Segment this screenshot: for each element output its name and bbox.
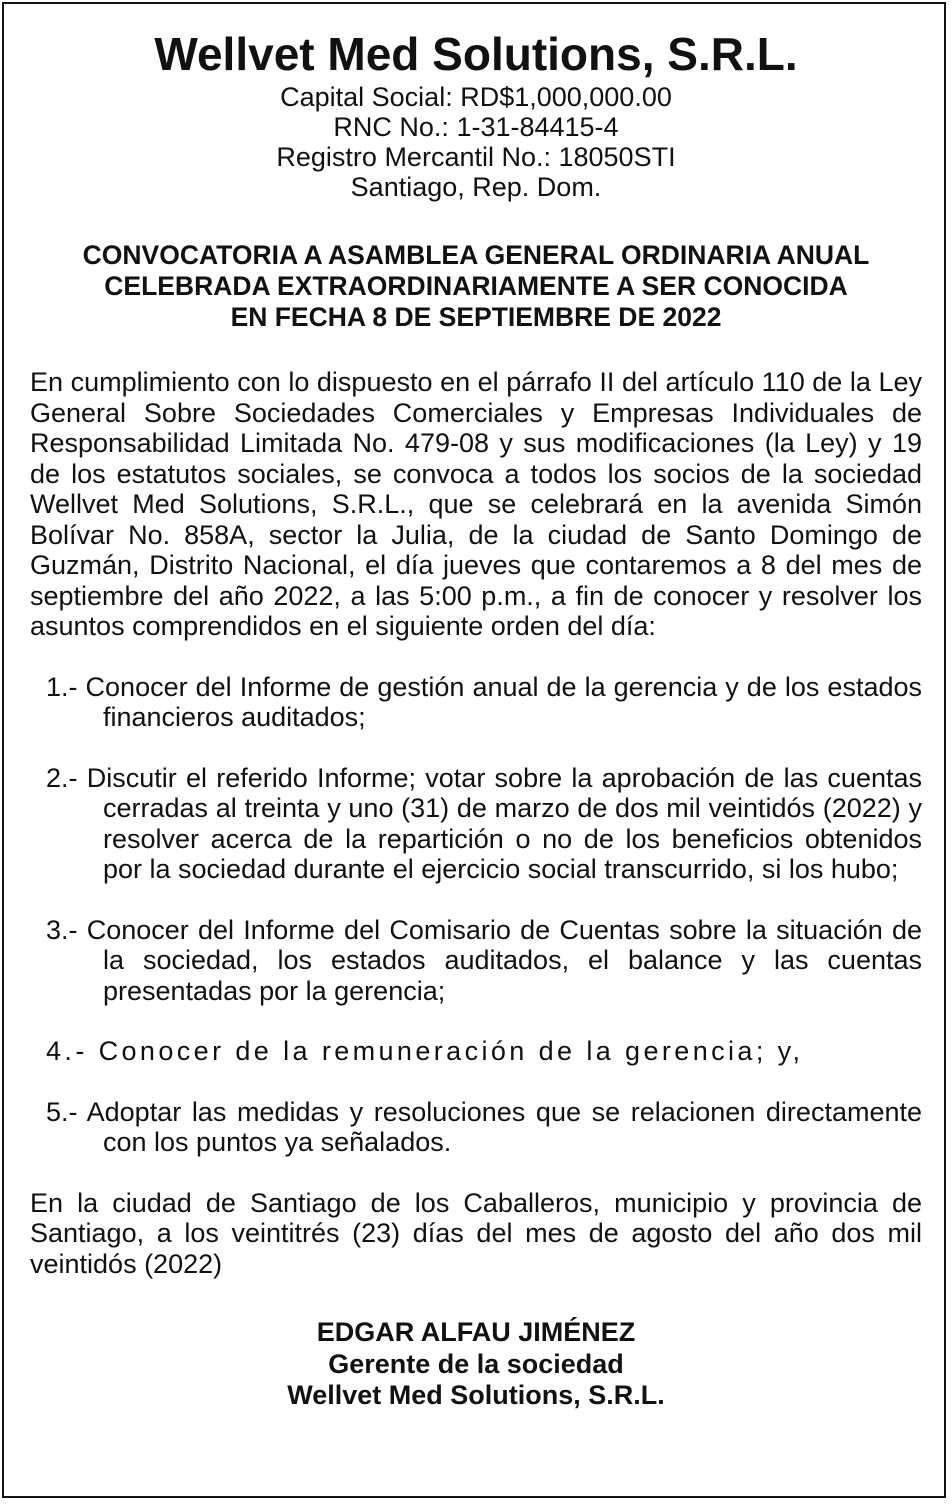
- notice-content: [30, 26, 922, 1412]
- signatory-role: Gerente de la sociedad: [328, 1348, 624, 1379]
- company-name: Wellvet Med Solutions, S.R.L.: [154, 28, 798, 80]
- signature-block: [30, 1317, 922, 1412]
- notice-header: [30, 26, 922, 202]
- rnc-number: RNC No.: 1-31-84415-4: [333, 112, 619, 142]
- title-line-3: EN FECHA 8 DE SEPTIEMBRE DE 2022: [230, 302, 722, 332]
- title-line-2: CELEBRADA EXTRAORDINARIAMENTE A SER CONOCIDA: [104, 271, 848, 301]
- capital-social: Capital Social: RD$1,000,000.00: [280, 82, 672, 112]
- intro-paragraph: En cumplimiento con lo dispuesto en el párrafo II del artículo 110 de la Ley General Sobre Sociedades Comerciales y Empresas Individuales de Responsabilidad Limitada No. 479-08 y sus modificaciones (la Ley) y 19 de los estatutos sociales, se convoca a todos los socios de la sociedad Wellvet Med Solutions, S.R.L., que se celebrará en la avenida Simón Bolívar No. 858A, sector la Julia, de la ciudad de Santo Domingo de Guzmán, Distrito Nacional, el día jueves que contaremos a 8 del mes de septiembre del año 2022, a las 5:00 p.m., a fin de conocer y resolver los asuntos comprendidos en el siguiente orden del día:: [30, 367, 922, 641]
- agenda-list: [30, 672, 922, 1158]
- signatory-name: EDGAR ALFAU JIMÉNEZ: [316, 1317, 636, 1347]
- agenda-item-3: 3.- Conocer del Informe del Comisario de Cuentas sobre la situación de la sociedad, los estados auditados, el balance y las cuentas presentadas por la gerencia;: [46, 914, 922, 1006]
- agenda-item-1: 1.- Conocer del Informe de gestión anual de la gerencia y de los estados financieros auditados;: [46, 671, 922, 732]
- notice-title: [30, 240, 922, 333]
- title-line-1: CONVOCATORIA A ASAMBLEA GENERAL ORDINARIA ANUAL: [82, 240, 870, 270]
- agenda-item-2: 2.- Discutir el referido Informe; votar sobre la aprobación de las cuentas cerradas al treinta y uno (31) de marzo de dos mil veintidós (2022) y resolver acerca de la repartición o no de los beneficios obtenidos por la sociedad durante el ejercicio social transcurrido, si los hubo;: [46, 762, 922, 884]
- agenda-item-4: 4.- Conocer de la remuneración de la gerencia; y,: [46, 1036, 804, 1066]
- agenda-item-5: 5.- Adoptar las medidas y resoluciones que se relacionen directamente con los puntos ya señalados.: [46, 1096, 922, 1157]
- registro-mercantil: Registro Mercantil No.: 18050STI: [276, 142, 676, 172]
- closing-paragraph: En la ciudad de Santiago de los Caballeros, municipio y provincia de Santiago, a los veintitrés (23) días del mes de agosto del año dos mil veintidós (2022): [30, 1187, 922, 1279]
- signatory-company: Wellvet Med Solutions, S.R.L.: [287, 1380, 665, 1410]
- company-city: Santiago, Rep. Dom.: [350, 172, 602, 202]
